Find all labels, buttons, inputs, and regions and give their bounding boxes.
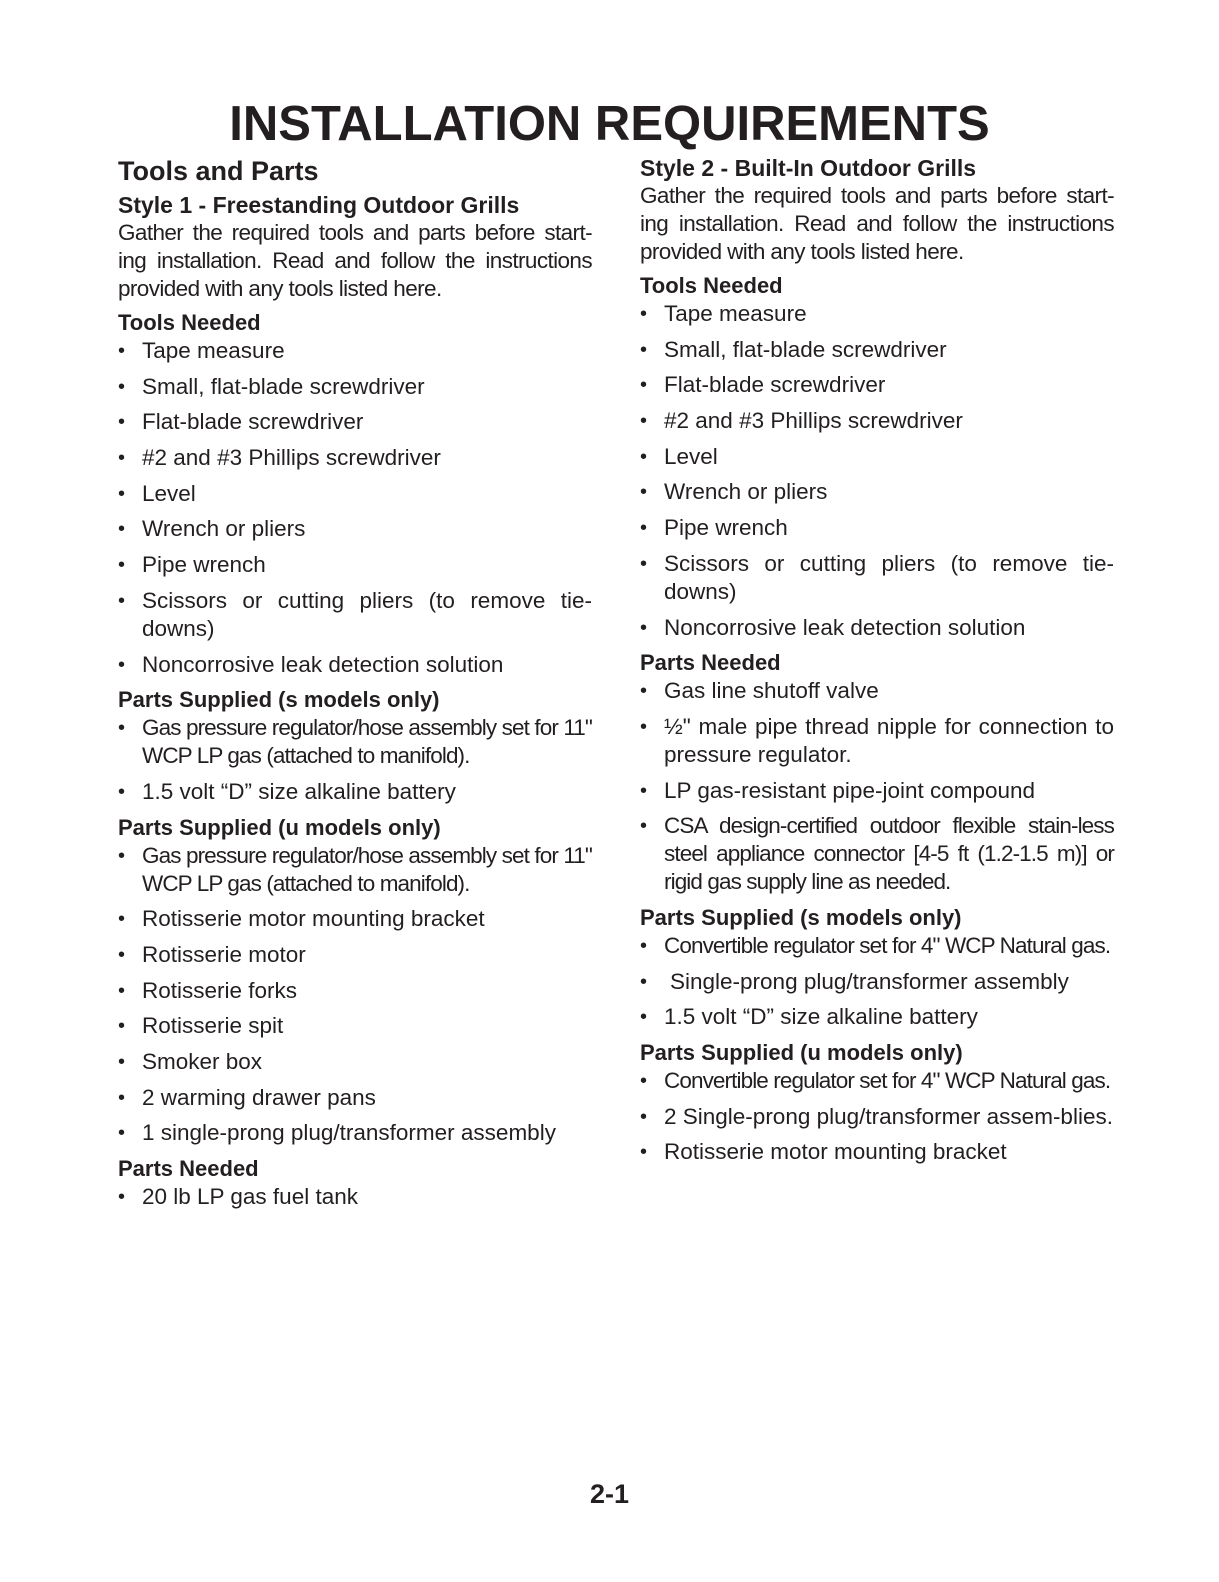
list-item: • Gas pressure regulator/hose assembly set for 11" WCP LP gas (attached to manifold).	[118, 714, 592, 770]
section-heading: Tools and Parts	[118, 156, 319, 186]
list-item: • Noncorrosive leak detection solution	[118, 651, 592, 679]
list-item: • Wrench or pliers	[640, 478, 1114, 506]
style-1-intro: Gather the required tools and parts before start-ing installation. Read and follow the instructions provided with any tools listed here.	[118, 220, 592, 301]
list-item: • Wrench or pliers	[118, 515, 592, 543]
list-item: • Noncorrosive leak detection solution	[640, 614, 1114, 642]
list-item: • Pipe wrench	[118, 551, 592, 579]
parts-supplied-u-heading: Parts Supplied (u models only)	[118, 814, 441, 840]
tools-list	[118, 337, 592, 679]
style-1-heading: Style 1 - Freestanding Outdoor Grills	[118, 192, 520, 218]
list-item: • Scissors or cutting pliers (to remove tie-downs)	[640, 550, 1114, 606]
list-item: • Small, flat-blade screwdriver	[118, 373, 592, 401]
parts-supplied-s-heading: Parts Supplied (s models only)	[640, 904, 962, 930]
list-item: • Scissors or cutting pliers (to remove tie-downs)	[118, 587, 592, 643]
list-item: • Rotisserie spit	[118, 1012, 592, 1040]
list-item: • #2 and #3 Phillips screwdriver	[640, 407, 1114, 435]
list-item: • ½" male pipe thread nipple for connection to pressure regulator.	[640, 713, 1114, 769]
style-2-heading: Style 2 - Built-In Outdoor Grills	[640, 155, 977, 181]
list-item: • Smoker box	[118, 1048, 592, 1076]
list-item: • Level	[640, 443, 1114, 471]
list-item: • CSA design-certified outdoor flexible stain-less steel appliance connector [4-5 ft (1.2-1.5 m)] or rigid gas supply line as needed.	[640, 812, 1114, 896]
tools-needed-heading: Tools Needed	[640, 273, 783, 298]
parts-needed-list	[640, 677, 1114, 896]
left-column	[118, 154, 592, 1219]
list-item: • Single-prong plug/transformer assembly	[640, 968, 1114, 996]
list-item: • 2 Single-prong plug/transformer assem-blies.	[640, 1103, 1114, 1131]
right-column	[640, 154, 1114, 1174]
parts-supplied-u-list	[118, 842, 592, 1148]
list-item: • Tape measure	[118, 337, 592, 365]
list-item: • 1.5 volt “D” size alkaline battery	[118, 778, 592, 806]
list-item: • 2 warming drawer pans	[118, 1084, 592, 1112]
parts-needed-heading: Parts Needed	[118, 1156, 259, 1182]
list-item: • Convertible regulator set for 4" WCP Natural gas.	[640, 1067, 1114, 1095]
list-item: • Level	[118, 480, 592, 508]
parts-supplied-u-list	[640, 1067, 1114, 1166]
style-2-intro: Gather the required tools and parts before start-ing installation. Read and follow the instructions provided with any tools listed here.	[640, 183, 1114, 264]
list-item: • Convertible regulator set for 4" WCP Natural gas.	[640, 932, 1114, 960]
page-title: INSTALLATION REQUIREMENTS	[229, 97, 990, 151]
list-item: • 1.5 volt “D” size alkaline battery	[640, 1003, 1114, 1031]
list-item: • Gas pressure regulator/hose assembly set for 11" WCP LP gas (attached to manifold).	[118, 842, 592, 898]
list-item: • Rotisserie forks	[118, 977, 592, 1005]
list-item: • Small, flat-blade screwdriver	[640, 336, 1114, 364]
parts-supplied-u-heading: Parts Supplied (u models only)	[640, 1040, 963, 1065]
list-item: • Rotisserie motor mounting bracket	[118, 905, 592, 933]
parts-supplied-s-list	[640, 932, 1114, 1031]
list-item: • Rotisserie motor	[118, 941, 592, 969]
list-item: • 1 single-prong plug/transformer assembly	[118, 1119, 592, 1147]
list-item: • Rotisserie motor mounting bracket	[640, 1138, 1114, 1166]
page-number: 2-1	[589, 1479, 630, 1509]
list-item: • Flat-blade screwdriver	[640, 371, 1114, 399]
list-item: • #2 and #3 Phillips screwdriver	[118, 444, 592, 472]
list-item: • Gas line shutoff valve	[640, 677, 1114, 705]
list-item: • 20 lb LP gas fuel tank	[118, 1183, 592, 1211]
parts-needed-list	[118, 1183, 592, 1211]
parts-supplied-s-heading: Parts Supplied (s models only)	[118, 687, 440, 713]
list-item: • Tape measure	[640, 300, 1114, 328]
tools-list	[640, 300, 1114, 642]
tools-needed-heading: Tools Needed	[118, 310, 261, 335]
list-item: • LP gas-resistant pipe-joint compound	[640, 777, 1114, 805]
parts-supplied-s-list	[118, 714, 592, 806]
list-item: • Flat-blade screwdriver	[118, 408, 592, 436]
parts-needed-heading: Parts Needed	[640, 650, 781, 676]
list-item: • Pipe wrench	[640, 514, 1114, 542]
